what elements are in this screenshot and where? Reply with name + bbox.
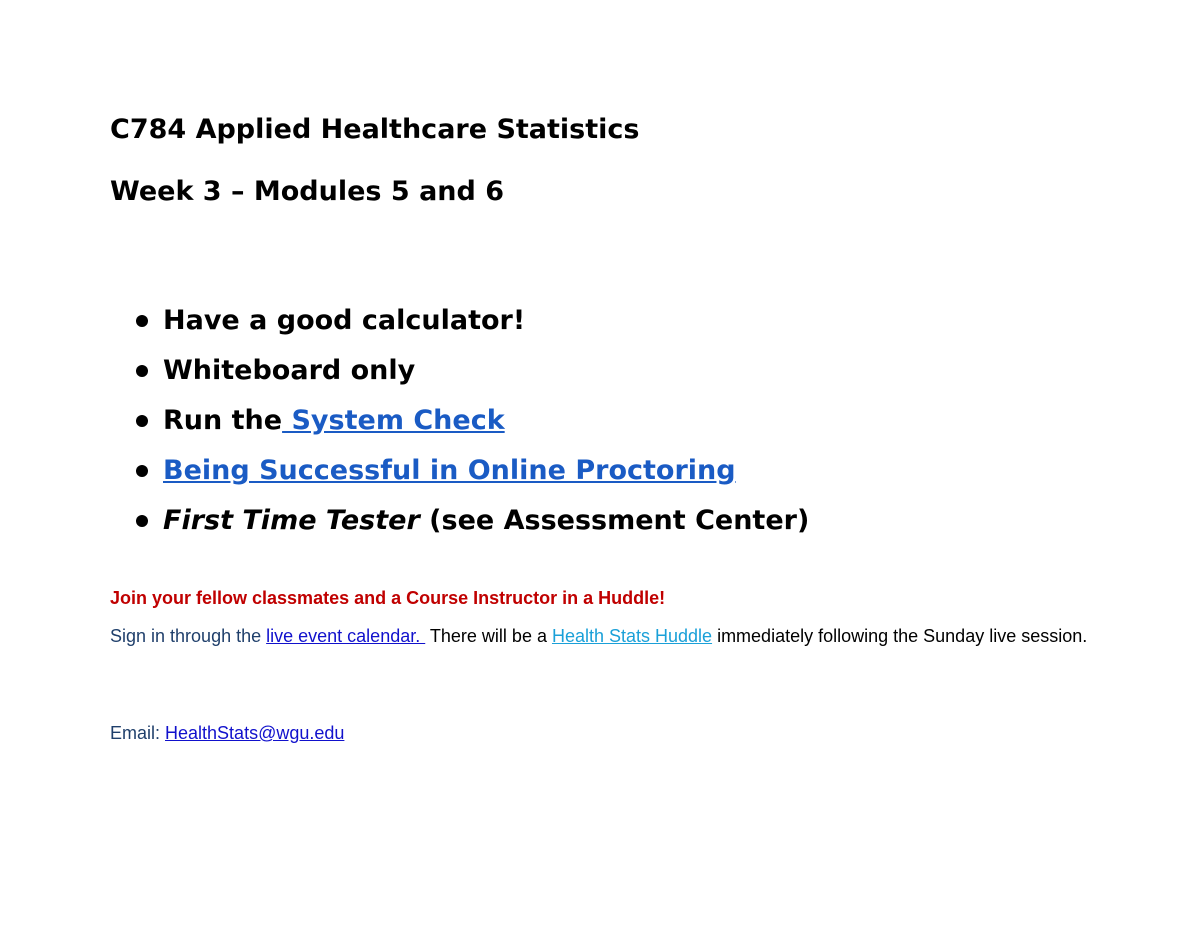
sign-in-text: Sign in through the bbox=[110, 626, 267, 646]
contact-email bbox=[110, 723, 344, 744]
list-item-text: (see Assessment Center) bbox=[419, 505, 810, 536]
huddle-heading: Join your fellow classmates and a Course Instructor in a Huddle! bbox=[110, 588, 666, 608]
list-item bbox=[136, 396, 809, 446]
list-item-text: Run the bbox=[163, 405, 283, 436]
bullet-dot-icon bbox=[136, 515, 148, 527]
list-item bbox=[136, 296, 809, 346]
email-label: Email: bbox=[110, 723, 166, 743]
checklist bbox=[136, 296, 809, 546]
first-time-tester-text: First Time Tester bbox=[163, 505, 420, 536]
page-title: C784 Applied Healthcare Statistics bbox=[110, 114, 640, 145]
bullet-dot-icon bbox=[136, 465, 148, 477]
page-subtitle: Week 3 – Modules 5 and 6 bbox=[110, 176, 505, 207]
health-stats-huddle-link[interactable]: Health Stats Huddle bbox=[551, 626, 713, 646]
online-proctoring-link[interactable]: Being Successful in Online Proctoring bbox=[163, 455, 736, 486]
email-link[interactable]: HealthStats@wgu.edu bbox=[165, 723, 345, 743]
list-item bbox=[136, 496, 809, 546]
system-check-link[interactable]: System Check bbox=[282, 405, 505, 436]
list-item-text: Have a good calculator! bbox=[163, 305, 526, 336]
live-event-calendar-link[interactable]: live event calendar. bbox=[266, 626, 426, 646]
bullet-dot-icon bbox=[136, 365, 148, 377]
list-item bbox=[136, 346, 809, 396]
bullet-dot-icon bbox=[136, 415, 148, 427]
list-item-text: Whiteboard only bbox=[163, 355, 416, 386]
list-item bbox=[136, 446, 809, 496]
huddle-suffix-text: immediately following the Sunday live session. bbox=[712, 626, 1088, 646]
huddle-info bbox=[110, 623, 1090, 650]
huddle-middle-text: There will be a bbox=[425, 626, 552, 646]
bullet-dot-icon bbox=[136, 315, 148, 327]
